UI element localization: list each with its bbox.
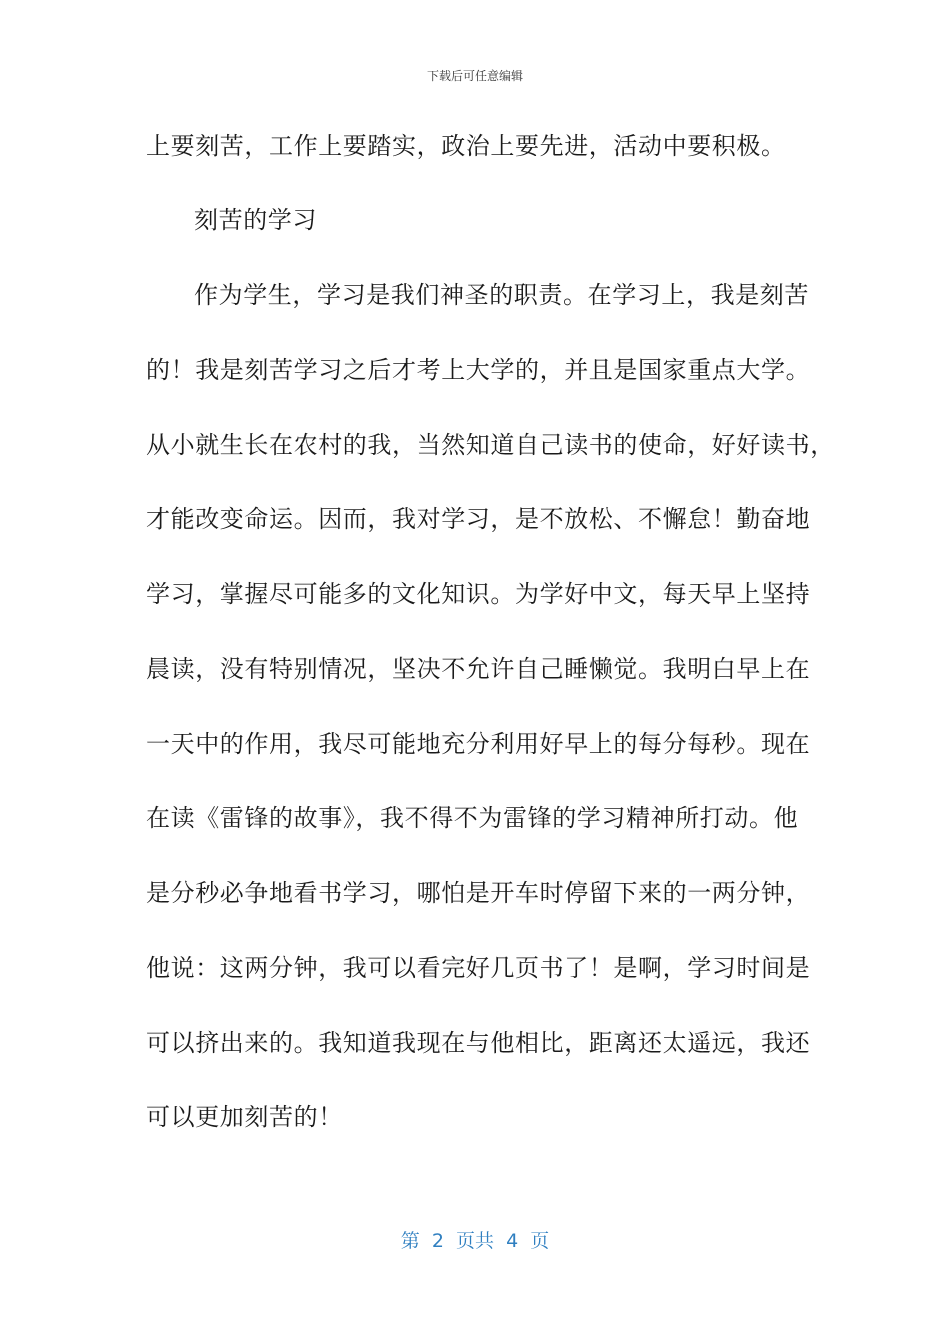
body-line: 才能改变命运。因而，我对学习，是不放松、不懈怠！勤奋地: [146, 505, 811, 533]
body-line: 晨读，没有特别情况，坚决不允许自己睡懒觉。我明白早上在: [146, 655, 811, 683]
body-line: 从小就生长在农村的我，当然知道自己读书的使命，好好读书，: [146, 431, 835, 459]
body-line: 可以挤出来的。我知道我现在与他相比，距离还太遥远，我还: [146, 1029, 811, 1057]
body-line: 作为学生，学习是我们神圣的职责。在学习上，我是刻苦: [194, 281, 809, 309]
body-line: 他说：这两分钟，我可以看完好几页书了！是啊，学习时间是: [146, 954, 811, 982]
header-note: 下载后可任意编辑: [426, 69, 523, 83]
body-line: 一天中的作用，我尽可能地充分利用好早上的每分每秒。现在: [146, 730, 811, 758]
body-line: 学习，掌握尽可能多的文化知识。为学好中文，每天早上坚持: [146, 580, 811, 608]
body-line: 在读《雷锋的故事》，我不得不为雷锋的学习精神所打动。他: [146, 804, 799, 832]
body-line: 上要刻苦，工作上要踏实，政治上要先进，活动中要积极。: [146, 132, 786, 160]
section-heading: 刻苦的学习: [194, 206, 317, 234]
body-line: 的！我是刻苦学习之后才考上大学的，并且是国家重点大学。: [146, 356, 811, 384]
body-line: 可以更加刻苦的！: [146, 1103, 343, 1131]
page-number: 第 2 页共 4 页: [400, 1230, 550, 1252]
body-line: 是分秒必争地看书学习，哪怕是开车时停留下来的一两分钟，: [146, 879, 811, 907]
